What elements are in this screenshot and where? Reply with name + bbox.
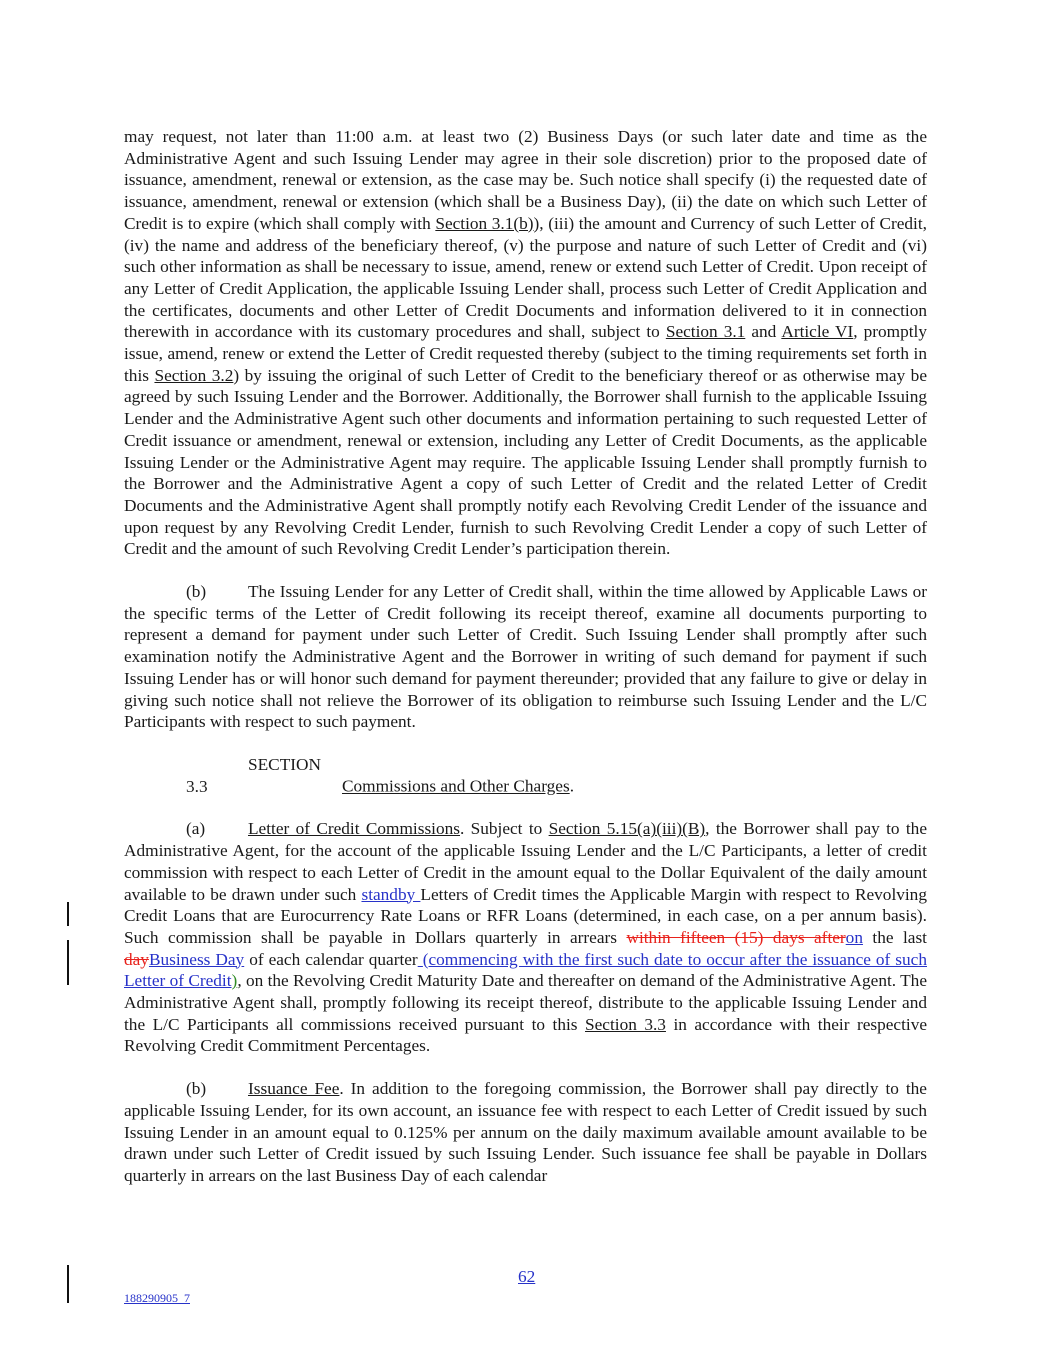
section-title: Commissions and Other Charges xyxy=(342,776,570,796)
section-reference: Section 3.1 xyxy=(665,322,746,342)
article-reference: Article VI xyxy=(781,322,854,342)
text: . In addition to the foregoing commission, the Borrower shall pay directly to the applicable Issuing Lender, for its own account, an issuance fee with respect to each Letter of Credit issued by such Issuing Lender in an amount equal to 0.125% per annum on the daily maximum available amount available to be drawn under such Letter of Credit issued by such Issuing Lender. Such issuance fee shall be payable in Dollars quarterly in arrears on the last Business Day of each calendar xyxy=(124,1079,927,1185)
section-reference: Section 5.15(a)(iii)(B) xyxy=(548,819,706,839)
text: ) by issuing the original of such Letter of Credit to the beneficiary thereof or as otherwise may be agreed by such Issuing Lender and the Borrower. Additionally, the Borrower shall furnish to the applicable Issuing Lender and the Administrative Agent such other documents and information pertaining to such requested Letter of Credit issuance or amendment, renewal or extension, including any Letter of Credit Documents, as the applicable Issuing Lender or the Administrative Agent may require. The applicable Issuing Lender shall promptly furnish to the Borrower and the Administrative Agent a copy of such Letter of Credit and the related Letter of Credit Documents and the Administrative Agent shall promptly notify each Revolving Credit Lender of the issuance and upon request by any Revolving Credit Lender, furnish to such Revolving Credit Lender a copy of such Letter of Credit and the amount of such Revolving Credit Lender’s participation therein. xyxy=(124,365,927,559)
text: Letters of Credit times the Applicable Margin with respect to Revolving Credit Loans that are Eurocurrency Rate Loans or RFR Loans (determined, in each case, on a per annum basis). Such commission shall be payable in Dollars quarterly in arrears xyxy=(124,884,927,947)
text: , promptly issue, amend, renew or extend the Letter of Credit requested thereby (subject to the timing requirements set forth in this xyxy=(124,322,927,385)
deleted-text: day xyxy=(124,949,149,969)
paragraph-a-commissions xyxy=(124,818,927,1057)
clause-label: (a) xyxy=(186,819,206,839)
text: . Subject to xyxy=(459,819,549,839)
change-bar xyxy=(67,902,69,926)
paragraph-b-examination xyxy=(124,581,927,733)
text: may request, not later than 11:00 a.m. at least two (2) Business Days (or such later date and time as the Administrative Agent and such Issuing Lender may agree in their sole discretion) prior to the proposed date of issuance, amendment, renewal or extension, as the case may be. Such notice shall specify (i) the requested date of issuance, amendment, renewal or extension (which shall be a Business Day), (ii) the date on which such Letter of Credit is to expire (which shall comply with xyxy=(124,127,927,233)
clause-label: (b) xyxy=(186,1079,207,1099)
text: , the Borrower shall pay to the Administrative Agent, for the account of the applicable Issuing Lender and the L/C Participants, a letter of credit commission with respect to each Letter of Credit in the amount equal to the Dollar Equivalent of the daily amount available to be drawn under such xyxy=(124,819,927,904)
inserted-text: (commencing with the first such date to occur after the issuance of such Letter of Credit xyxy=(124,949,927,991)
change-bar xyxy=(67,1265,69,1303)
paragraph-notice xyxy=(124,126,927,560)
section-number: SECTION 3.3 xyxy=(186,754,321,796)
document-body xyxy=(124,126,927,1187)
change-bar xyxy=(67,940,69,985)
section-reference: Section 3.1(b) xyxy=(435,213,534,233)
text: , on the Revolving Credit Maturity Date and thereafter on demand of the Administrative Agent. The Administrative Agent shall, promptly following its receipt thereof, distribute to the applicable Issuing Lender and the L/C Participants all commissions received pursuant to this xyxy=(124,971,927,1034)
text: of each calendar quarter xyxy=(244,949,418,969)
clause-heading: Issuance Fee xyxy=(248,1079,340,1099)
deleted-text: within fifteen (15) days after xyxy=(626,927,846,947)
section-reference: Section 3.3 xyxy=(585,1014,666,1034)
text: and xyxy=(745,322,782,342)
document-id: 188290905_7 xyxy=(124,1291,190,1305)
clause-label: (b) xyxy=(186,582,207,602)
text: in accordance with their respective Revolving Credit Commitment Percentages. xyxy=(124,1014,928,1056)
clause-heading: Letter of Credit Commissions xyxy=(248,819,460,839)
inserted-text: standby xyxy=(361,884,421,904)
moved-text: ) xyxy=(231,971,238,991)
section-heading xyxy=(124,754,927,797)
text: ), (iii) the amount and Currency of such Letter of Credit, (iv) the name and address of the beneficiary thereof, (v) the purpose and nature of such Letter of Credit and (vi) such other information as shall be necessary to issue, amend, renew or extend such Letter of Credit. Upon receipt of any Letter of Credit Application, the applicable Issuing Lender shall, process such Letter of Credit Application and the certificates, documents and other Letter of Credit Documents and information delivered to it in connection therewith in accordance with its customary procedures and shall, subject to xyxy=(124,213,927,342)
text: the last xyxy=(862,927,927,947)
section-reference: Section 3.2 xyxy=(154,365,234,385)
paragraph-b-issuance-fee xyxy=(124,1078,927,1187)
inserted-text: Business Day xyxy=(148,949,245,969)
inserted-text: on xyxy=(845,927,863,947)
page-number: 62 xyxy=(518,1267,536,1286)
text: . xyxy=(569,776,575,796)
text: The Issuing Lender for any Letter of Credit shall, within the time allowed by Applicable Laws or the specific terms of the Letter of Credit following its receipt thereof, examine all documents purporting to represent a demand for payment under such Letter of Credit. Such Issuing Lender shall promptly after such examination notify the Administrative Agent and the Borrower in writing of such demand for payment if such Issuing Lender has or will honor such demand for payment thereunder; provided that any failure to give or delay in giving such notice shall not relieve the Borrower of its obligation to reimburse such Issuing Lender and the L/C Participants with respect to such payment. xyxy=(124,582,927,732)
